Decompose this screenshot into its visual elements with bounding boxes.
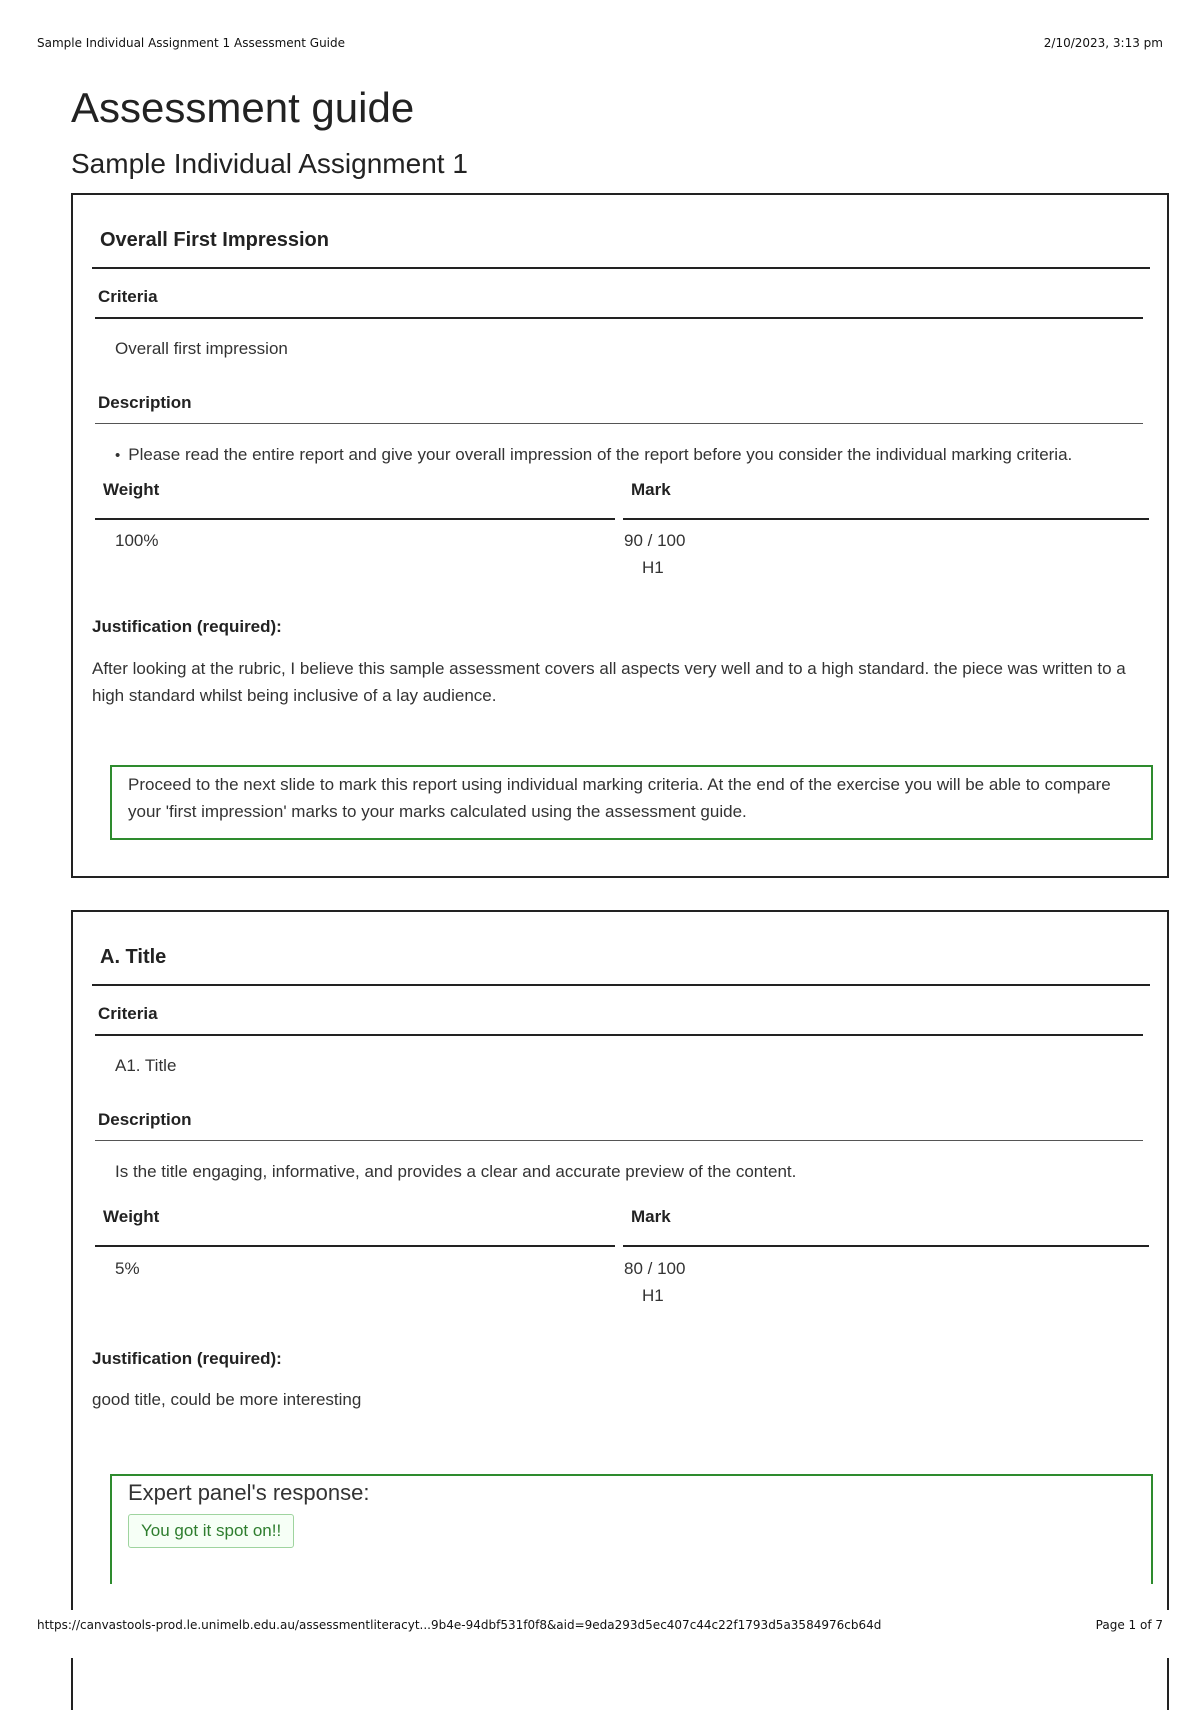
criterion-card-overall (71, 193, 1169, 878)
mark-header: Mark (623, 1207, 1149, 1247)
description-value: Is the title engaging, informative, and provides a clear and accurate preview of the content. (115, 1162, 797, 1181)
card-header (92, 912, 1150, 986)
weight-value: 5% (115, 1259, 140, 1278)
page-title: Assessment guide (71, 84, 415, 131)
expert-panel-badge: You got it spot on!! (128, 1514, 294, 1548)
print-page-number: Page 1 of 7 (1095, 1618, 1163, 1632)
print-url[interactable]: https://canvastools-prod.le.unimelb.edu.au/assessmentliteracyt...9b4e-94dbf531f0f8&aid=9eda293d5ec407c44c22f1793d5a3584976cb64d (37, 1618, 882, 1632)
expert-panel-response (110, 1474, 1153, 1584)
justification-text: After looking at the rubric, I believe this sample assessment covers all aspects very well and to a high standard. the piece was written to a high standard whilst being inclusive of a lay audience. (92, 659, 1126, 705)
weight-value: 100% (115, 531, 159, 550)
print-footer (0, 1610, 1200, 1658)
mark-value: 90 / 100 H1 (624, 527, 685, 581)
description-value: • Please read the entire report and give your overall impression of the report before you consider the individual marking criteria. (115, 445, 1147, 465)
mark-header: Mark (623, 480, 1149, 520)
justification-label: Justification (required): (92, 617, 282, 636)
card-heading: A. Title (100, 946, 167, 968)
justification-label: Justification (required): (92, 1349, 282, 1368)
expert-panel-title: Expert panel's response: (128, 1480, 370, 1505)
description-label: Description (95, 393, 1143, 424)
criterion-card-title (71, 910, 1169, 1710)
criteria-value: Overall first impression (115, 339, 288, 358)
page-subtitle: Sample Individual Assignment 1 (71, 148, 468, 179)
instruction-note: Proceed to the next slide to mark this report using individual marking criteria. At the end of the exercise you will be able to compare your 'first impression' marks to your marks calculated using the assessment guide. (110, 765, 1153, 840)
print-header (37, 36, 1163, 50)
print-doc-title: Sample Individual Assignment 1 Assessment Guide (37, 36, 346, 50)
justification-text: good title, could be more interesting (92, 1390, 362, 1409)
criteria-value: A1. Title (115, 1056, 177, 1075)
print-datetime: 2/10/2023, 3:13 pm (1043, 36, 1163, 50)
grade-value: H1 (642, 1286, 664, 1305)
grade-value: H1 (642, 558, 664, 577)
mark-value: 80 / 100 H1 (624, 1255, 685, 1309)
criteria-label: Criteria (95, 287, 1143, 319)
weight-header: Weight (95, 480, 615, 520)
weight-header: Weight (95, 1207, 615, 1247)
criteria-label: Criteria (95, 1004, 1143, 1036)
card-heading: Overall First Impression (100, 229, 329, 251)
description-label: Description (95, 1110, 1143, 1141)
card-header (92, 195, 1150, 269)
